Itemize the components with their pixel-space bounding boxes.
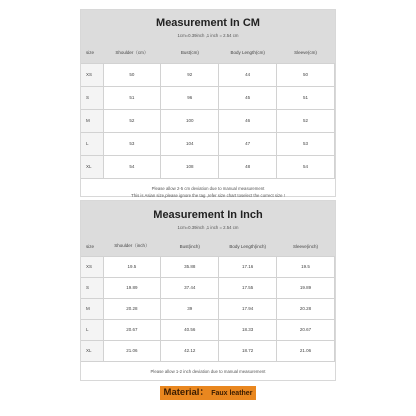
cm-col-sleeve: Sleeve(cm) [294, 50, 317, 56]
table-row [81, 298, 335, 319]
shoulder-cell: 53 [103, 132, 161, 155]
inch-size-chart [80, 200, 336, 381]
cm-chart-header [81, 10, 335, 43]
body-length-cell: 44 [219, 63, 277, 86]
bust-cell: 40.56 [161, 319, 219, 340]
shoulder-cell: 20.28 [103, 298, 161, 319]
cm-chart-subtitle: 1cm=0.39inch ,1 inch = 2.54 cm [177, 33, 239, 38]
inch-col-bust: Bust(inch) [179, 243, 200, 249]
inch-col-sleeve: Sleeve(inch) [293, 243, 319, 249]
size-cell: XL [81, 340, 103, 361]
table-row [81, 319, 335, 340]
cm-table-header-row [81, 43, 335, 63]
bust-cell: 42.12 [161, 340, 219, 361]
size-cell: XS [81, 256, 103, 277]
bust-cell: 104 [161, 132, 219, 155]
inch-col-body-length: Body Length(inch) [229, 243, 266, 249]
inch-note-deviation: Please allow 1-2 inch deviation due to manual measurement [150, 368, 266, 374]
cm-chart-title: Measurement In CM [156, 17, 260, 29]
table-row [81, 63, 335, 86]
inch-chart-subtitle: 1cm=0.39inch ,1 inch = 2.54 cm [177, 225, 239, 230]
bust-cell: 39 [161, 298, 219, 319]
table-row [81, 109, 335, 132]
cm-col-size: size [86, 50, 95, 56]
size-cell: M [81, 109, 103, 132]
size-cell: L [81, 319, 103, 340]
inch-chart-header [81, 201, 335, 237]
inch-table-header-row [81, 237, 335, 256]
inch-size-table [81, 237, 335, 362]
body-length-cell: 17.55 [219, 277, 277, 298]
table-row [81, 132, 335, 155]
sleeve-cell: 21.06 [277, 340, 335, 361]
bust-cell: 100 [161, 109, 219, 132]
bust-cell: 37.44 [161, 277, 219, 298]
table-row [81, 340, 335, 361]
material-value: Faux leather [211, 390, 253, 397]
bust-cell: 108 [161, 155, 219, 178]
size-cell: S [81, 277, 103, 298]
size-cell: M [81, 298, 103, 319]
body-length-cell: 18.72 [219, 340, 277, 361]
sleeve-cell: 52 [277, 109, 335, 132]
sleeve-cell: 54 [277, 155, 335, 178]
body-length-cell: 45 [219, 86, 277, 109]
cm-note-asian-size: This is Asian size,please ignore the tag ,refer size chart toselect the correct size ! [131, 192, 285, 198]
shoulder-cell: 19.5 [103, 256, 161, 277]
inch-chart-title: Measurement In Inch [153, 209, 263, 221]
cm-size-chart [80, 9, 336, 197]
inch-col-size: size [86, 243, 95, 249]
bust-cell: 96 [161, 86, 219, 109]
bust-cell: 92 [161, 63, 219, 86]
sleeve-cell: 53 [277, 132, 335, 155]
table-row [81, 277, 335, 298]
size-cell: S [81, 86, 103, 109]
body-length-cell: 18.33 [219, 319, 277, 340]
shoulder-cell: 19.89 [103, 277, 161, 298]
sleeve-cell: 19.89 [277, 277, 335, 298]
sleeve-cell: 19.5 [277, 256, 335, 277]
cm-size-table [81, 43, 335, 179]
cm-col-body-length: Body Length(cm) [230, 50, 265, 56]
body-length-cell: 48 [219, 155, 277, 178]
sleeve-cell: 20.28 [277, 298, 335, 319]
shoulder-cell: 54 [103, 155, 161, 178]
body-length-cell: 46 [219, 109, 277, 132]
shoulder-cell: 20.67 [103, 319, 161, 340]
body-length-cell: 47 [219, 132, 277, 155]
body-length-cell: 17.16 [219, 256, 277, 277]
shoulder-cell: 21.06 [103, 340, 161, 361]
inch-chart-note [81, 362, 335, 375]
sleeve-cell: 51 [277, 86, 335, 109]
cm-col-bust: Bust(cm) [180, 50, 199, 56]
shoulder-cell: 52 [103, 109, 161, 132]
size-cell: XS [81, 63, 103, 86]
material-label: Material： [163, 387, 209, 398]
cm-note-deviation: Please allow 2-5 cm deviation due to manual measurement [151, 185, 265, 191]
body-length-cell: 17.94 [219, 298, 277, 319]
bust-cell: 35.88 [161, 256, 219, 277]
size-cell: XL [81, 155, 103, 178]
sleeve-cell: 50 [277, 63, 335, 86]
table-row [81, 256, 335, 277]
inch-col-shoulder: Shoulder（inch） [114, 243, 150, 249]
size-cell: L [81, 132, 103, 155]
table-row [81, 155, 335, 178]
table-row [81, 86, 335, 109]
sleeve-cell: 20.67 [277, 319, 335, 340]
cm-chart-note [81, 179, 335, 199]
shoulder-cell: 50 [103, 63, 161, 86]
material-badge [160, 386, 256, 400]
cm-col-shoulder: Shoulder（cm） [115, 49, 149, 55]
shoulder-cell: 51 [103, 86, 161, 109]
